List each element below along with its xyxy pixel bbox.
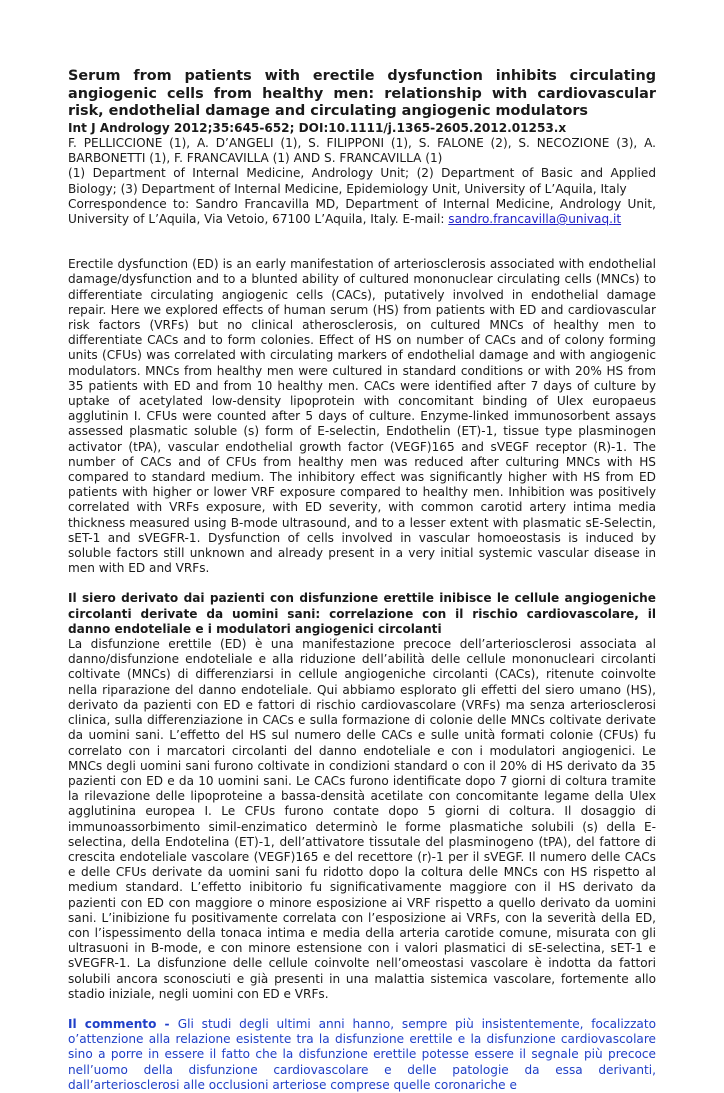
italian-title: Il siero derivato dai pazienti con disfunzione erettile inibisce le cellule angiogeniche circolanti derivate da uomini sani: correlazione con il rischio cardiovascolare, il danno endoteliale e i modulatori angiogenici circolanti [68,591,656,636]
paper-affiliations: (1) Department of Internal Medicine, Andrology Unit; (2) Department of Basic and Applied Biology; (3) Department of Internal Medicine, Epidemiology Unit, University of L’Aquila, Italy [68,166,656,196]
paper-citation: Int J Andrology 2012;35:645-652; DOI:10.1111/j.1365-2605.2012.01253.x [68,120,567,135]
spacer [68,1002,656,1017]
paper-authors: F. PELLICCIONE (1), A. D’ANGELI (1), S. FILIPPONI (1), S. FALONE (2), S. NECOZIONE (3), A. BARBONETTI (1), F. FRANCAVILLA (1) AND S. FRANCAVILLA (1) [68,135,656,166]
spacer [68,242,656,257]
abstract-english: Erectile dysfunction (ED) is an early manifestation of arteriosclerosis associated with endothelial damage/dysfunction and to a blunted ability of cultured mononuclear circulating cells (MNCs) to differentiate circulating angiogenic cells (CACs), putatively involved in endothelial damage repair. Here we explored effects of human serum (HS) from patients with ED and cardiovascular risk factors (VRFs) but no clinical atherosclerosis, on cultured MNCs of healthy men to differentiate CACs and to form colonies. Effect of HS on number of CACs and of colony forming units (CFUs) was correlated with circulating markers of endothelial damage and with angiogenic modulators. MNCs from healthy men were cultured in standard conditions or with 20% HS from 35 patients with ED and from 10 healthy men. CACs were identified after 7 days of culture by uptake of acetylated low-density lipoprotein with concomitant binding of Ulex europaeus agglutinin I. CFUs were counted after 5 days of culture. Enzyme-linked immunosorbent assays assessed plasmatic soluble (s) form of E-selectin, Endothelin (ET)-1, tissue type plasminogen activator (tPA), vascular endothelial growth factor (VEGF)165 and sVEGF receptor (R)-1. The number of CACs and of CFUs from healthy men was reduced after culturing MNCs with HS compared to standard medium. The inhibitory effect was significantly higher with HS from ED patients with higher or lower VRF exposure compared to healthy men. Inhibition was positively correlated with VRFs exposure, with ED severity, with common carotid artery intima media thickness measured using B-mode ultrasound, and to a lesser extent with plasmatic sE-Selectin, sET-1 and sVEGFR-1. Dysfunction of cells involved in vascular homoeostasis is induced by soluble factors still unknown and already present in a very initial systemic vascular disease in men with ED and VRFs. [68,257,656,576]
paper-title: Serum from patients with erectile dysfunction inhibits circulating angiogenic cells from healthy men: relationship with cardiovascular risk, endothelial damage and circulating angiogenic modulators [68,68,656,120]
paper-page [68,68,656,1093]
spacer [68,576,656,591]
spacer [68,227,656,242]
email-link[interactable]: sandro.francavilla@univaq.it [448,212,622,226]
abstract-italian: La disfunzione erettile (ED) è una manifestazione precoce dell’arteriosclerosi associata al danno/disfunzione endoteliale e alla riduzione dell’abilità delle cellule mononucleari circolanti coltivate (MNCs) di differenziarsi in cellule angiogeniche circolanti (CACs), ritenute coinvolte nella riparazione del danno endoteliale. Qui abbiamo esplorato gli effetti del siero umano (HS), derivato da pazienti con ED e fattori di rischio cardiovascolare (VRFs) ma senza arteriosclerosi clinica, sulla differenziazione in CACs e sulla formazione di colonie delle MNCs coltivate derivate da uomini sani. L’effetto del HS sul numero delle CACs e sulle unità formati colonie (CFUs) fu correlato con i marcatori circolanti del danno endoteliale e con i modulatori angiogenici. Le MNCs degli uomini sani furono coltivate in condizioni standard o con il 20% di HS derivato da 35 pazienti con ED e da 10 uomini sani. Le CACs furono identificate dopo 7 giorni di coltura tramite la rilevazione delle lipoproteine a bassa-densità acetilate con concomitante legame della Ulex agglutinina europea I. Le CFUs furono contate dopo 5 giorni di coltura. Il dosaggio di immunoassorbimento simil-enzimatico determinò le forme plasmatiche solubili (s) della E-selectina, della Endotelina (ET)-1, dell’attivatore tissutale del plasminogeno (tPA), del fattore di crescita endoteliale vascolare (VEGF)165 e del recettore (r)-1 per il sVEGF. Il numero delle CACs e delle CFUs derivate da uomini sani fu ridotto dopo la coltura delle MNCs con HS rispetto al medium standard. L’effetto inibitorio fu significativamente maggiore con il HS derivato da pazienti con ED con maggiore o minore esposizione ai VRF rispetto a quello derivato da uomini sani. L’inibizione fu positivamente correlata con l’esposizione ai VRFs, con la severità della ED, con l’ispessimento della tonaca intima e media della arteria carotide comune, misurata con gli ultrasuoni in B-mode, e con minore estensione con i valori plasmatici di sE-selectina, sET-1 e sVEGFR-1. La disfunzione delle cellule coinvolte nell’omeostasi vascolare è indotta da fattori solubili ancora sconosciuti e già presenti in una malattia sistemica vascolare, fortemente allo stadio iniziale, negli uomini con ED e VRFs. [68,637,656,1001]
comment-lead: Il commento - [68,1016,178,1031]
comment-text: Gli studi degli ultimi anni hanno, sempre più insistentemente, focalizzato o’attenzione alla relazione esistente tra la disfunzione erettile e la disfunzione cardiovascolare sino a porre in essere il fatto che la disfunzione erettile potesse essere il segnale più precoce nell’uomo della disfunzione cardiovascolare e delle patologie da essa derivanti, dall’arteriosclerosi alle occlusioni arteriose comprese quelle coronariche e [68,1016,656,1092]
paper-correspondence [68,197,656,227]
correspondence-text: Correspondence to: Sandro Francavilla MD, Department of Internal Medicine, Andrology Unit, University of L’Aquila, Via Vetoio, 67100 L’Aquila, Italy. E-mail: [68,196,656,226]
comment-paragraph [68,1017,656,1093]
